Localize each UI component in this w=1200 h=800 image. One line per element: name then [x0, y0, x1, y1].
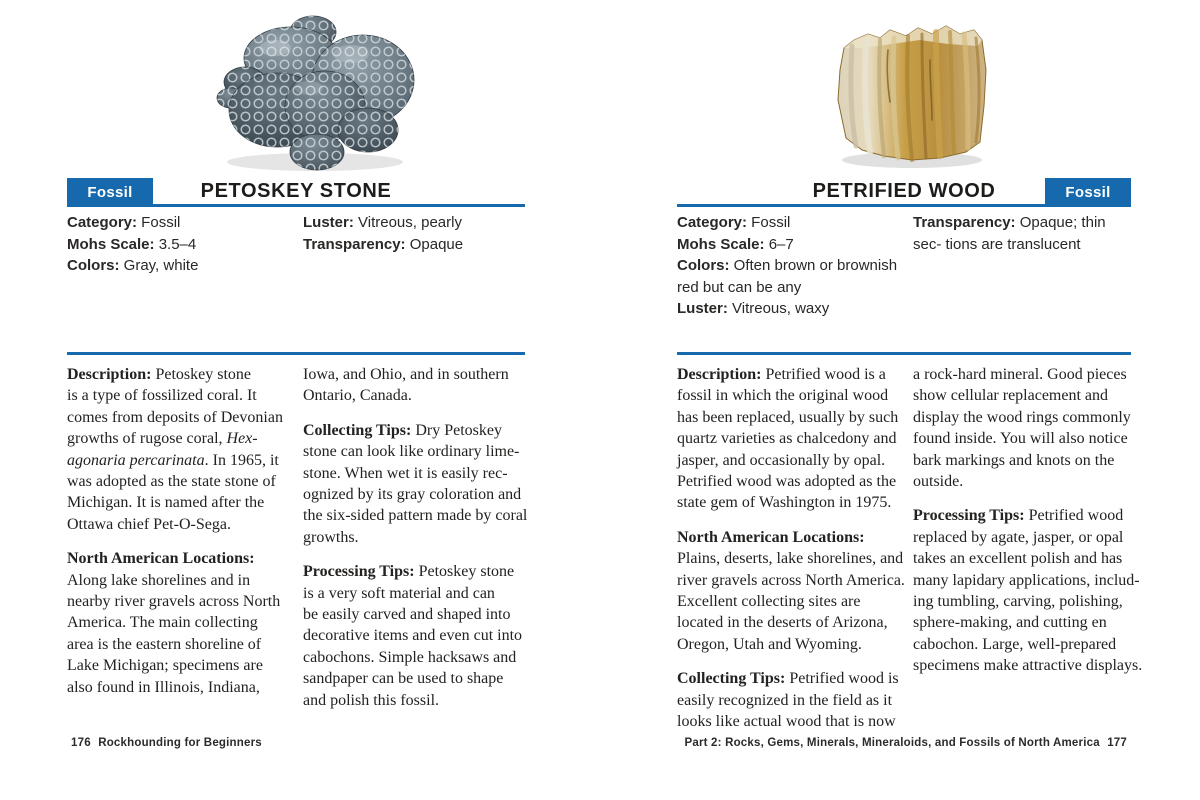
page-number: 177 — [1107, 737, 1127, 749]
text-line: sandpaper can be used to shape — [303, 670, 504, 688]
text-line: state gem of Washington in 1975. — [677, 494, 892, 512]
text-line: North American Locations: — [67, 550, 255, 568]
text-line: is a type of fossilized coral. It — [67, 387, 257, 405]
stats-column-2 — [303, 212, 525, 255]
stat-line: Category: Fossil — [677, 214, 791, 231]
body-column-1 — [677, 364, 907, 746]
fossil-badge-label: Fossil — [87, 183, 133, 201]
text-line: growths of rugose coral, Hex- — [67, 430, 258, 448]
text-line: the six-sided pattern made by coral — [303, 507, 528, 525]
text-line: and polish this fossil. — [303, 691, 440, 709]
text-line: nearby river gravels across North — [67, 593, 281, 611]
text-line: looks like actual wood that is now — [677, 713, 896, 731]
text-line: Processing Tips: Petoskey stone — [303, 563, 515, 581]
footer-book-title: Rockhounding for Beginners — [98, 737, 262, 749]
stats-column-1 — [677, 212, 910, 320]
section-divider — [67, 352, 525, 355]
text-line: found inside. You will also notice — [913, 430, 1128, 448]
text-line: Michigan. It is named after the — [67, 494, 265, 512]
stat-line: Category: Fossil — [67, 214, 181, 231]
stat-line: Mohs Scale: 6–7 — [677, 235, 794, 253]
stat-line: Colors: Often brown or brownish red but can be any — [677, 257, 898, 296]
text-line: outside. — [913, 473, 964, 491]
text-line: agonaria percarinata. In 1965, it — [67, 451, 279, 469]
page-footer — [67, 737, 262, 749]
text-line: ognized by its gray coloration and — [303, 486, 522, 504]
page-title: PETOSKEY STONE — [200, 180, 392, 202]
paragraph — [677, 527, 907, 655]
book-page-right — [677, 0, 1143, 800]
paragraph — [913, 364, 1137, 492]
stats-column-2 — [913, 212, 1135, 255]
petoskey-stone-photo — [213, 6, 417, 174]
text-line: takes an excellent polish and has — [913, 550, 1123, 568]
page-title: PETRIFIED WOOD — [812, 180, 996, 202]
text-line: America. The main collecting — [67, 614, 258, 632]
text-line: Ottawa chief Pet-O-Sega. — [67, 515, 231, 533]
text-line: North American Locations: — [677, 528, 865, 546]
stat-line: Luster: Vitreous, waxy — [677, 300, 830, 317]
stat-line: Colors: Gray, white — [67, 257, 199, 274]
paragraph — [913, 505, 1143, 676]
section-divider — [677, 352, 1131, 355]
paragraph — [67, 548, 297, 698]
text-line: Description: Petrified wood is a — [677, 366, 886, 383]
body-column-2 — [913, 364, 1143, 690]
text-line: bark markings and knots on the — [913, 451, 1115, 469]
text-line: cabochon. Large, well-prepared — [913, 635, 1117, 653]
text-line: stone. When wet it is easily rec- — [303, 464, 508, 482]
paragraph — [303, 364, 527, 407]
fossil-badge — [67, 178, 153, 206]
text-line: Ontario, Canada. — [303, 387, 412, 405]
text-line: Processing Tips: Petrified wood — [913, 507, 1124, 525]
paragraph — [303, 561, 527, 711]
text-line: specimens make attractive displays. — [913, 657, 1143, 675]
text-line: display the wood rings commonly — [913, 408, 1131, 426]
paragraph — [303, 420, 527, 548]
text-line: cabochons. Simple hacksaws and — [303, 648, 517, 666]
text-line: many lapidary applications, includ- — [913, 571, 1140, 589]
paragraph — [677, 668, 907, 732]
fossil-badge — [1045, 178, 1131, 206]
text-line: Plains, deserts, lake shorelines, and — [677, 550, 904, 568]
text-line: sphere-making, and cutting en — [913, 614, 1107, 632]
text-line: stone can look like ordinary lime- — [303, 443, 520, 461]
text-line: is a very soft material and can — [303, 584, 495, 602]
stat-line: Mohs Scale: 3.5–4 — [67, 235, 197, 253]
body-column-1 — [67, 364, 297, 711]
text-line: Iowa, and Ohio, and in southern — [303, 366, 509, 383]
text-line: Description: Petoskey stone — [67, 366, 251, 383]
text-line: located in the deserts of Arizona, — [677, 614, 888, 632]
text-line: jasper, and occasionally by opal. — [677, 451, 886, 469]
text-line: was adopted as the state stone of — [67, 473, 276, 491]
page-number: 176 — [71, 737, 91, 749]
text-line: decorative items and even cut into — [303, 627, 523, 645]
text-line: easily recognized in the field as it — [677, 691, 893, 709]
petrified-wood-photo — [828, 10, 996, 170]
paragraph — [67, 364, 297, 535]
text-line: ing tumbling, carving, polishing, — [913, 593, 1123, 611]
paragraph — [677, 364, 907, 514]
text-line: be easily carved and shaped into — [303, 606, 511, 624]
stat-line: Luster: Vitreous, pearly — [303, 214, 462, 231]
text-line: Collecting Tips: Petrified wood is — [677, 670, 899, 688]
text-line: Excellent collecting sites are — [677, 593, 861, 611]
text-line: Along lake shorelines and in — [67, 571, 251, 589]
text-line: replaced by agate, jasper, or opal — [913, 528, 1124, 546]
text-line: growths. — [303, 528, 359, 546]
text-line: Collecting Tips: Dry Petoskey — [303, 421, 502, 439]
stat-line: Transparency: Opaque; thin sec- tions are translucent — [913, 214, 1106, 253]
body-column-2 — [303, 364, 527, 724]
stat-line: Transparency: Opaque — [303, 235, 464, 253]
text-line: river gravels across North America. — [677, 571, 905, 589]
text-line: quartz varieties as chalcedony and — [677, 430, 897, 448]
text-line: has been replaced, usually by such — [677, 408, 899, 426]
text-line: fossil in which the original wood — [677, 387, 889, 405]
text-line: comes from deposits of Devonian — [67, 408, 283, 426]
fossil-badge-label: Fossil — [1065, 183, 1111, 201]
text-line: Oregon, Utah and Wyoming. — [677, 635, 862, 653]
text-line: area is the eastern shoreline of — [67, 635, 262, 653]
footer-part-title: Part 2: Rocks, Gems, Minerals, Mineraloids, and Fossils of North America — [684, 737, 1100, 749]
book-page-left — [67, 0, 528, 800]
text-line: a rock-hard mineral. Good pieces — [913, 366, 1127, 383]
text-line: Petrified wood was adopted as the — [677, 473, 897, 491]
text-line: Lake Michigan; specimens are — [67, 657, 263, 675]
stats-column-1 — [67, 212, 300, 277]
text-line: show cellular replacement and — [913, 387, 1109, 405]
text-line: also found in Illinois, Indiana, — [67, 678, 260, 696]
page-footer — [684, 737, 1131, 749]
